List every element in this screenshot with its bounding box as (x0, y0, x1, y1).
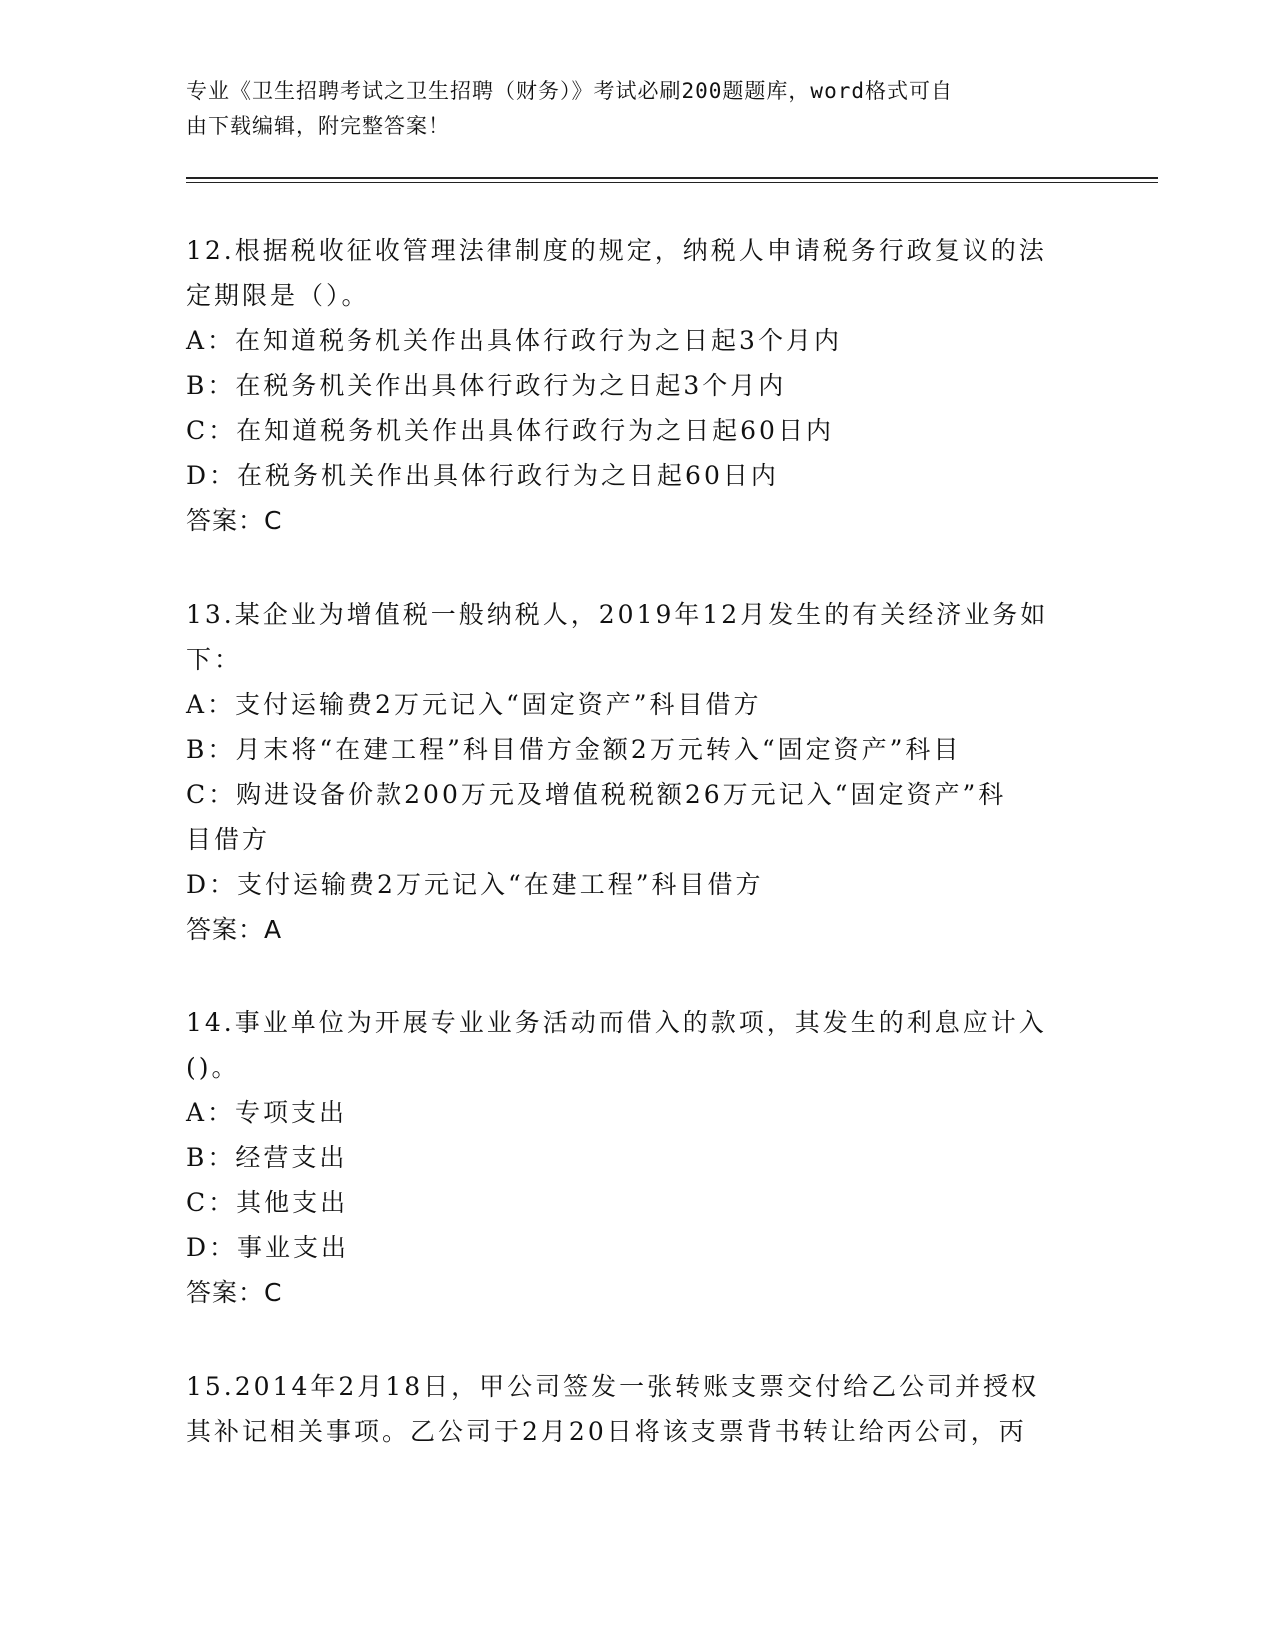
option-c-cont: 目借方 (186, 825, 271, 854)
header-divider-thin (186, 182, 1158, 183)
option-c: C：购进设备价款200万元及增值税税额26万元记入“固定资产”科 (186, 780, 1007, 809)
option-b: B：经营支出 (186, 1143, 348, 1172)
question-stem-cont: 其补记相关事项。乙公司于2月20日将该支票背书转让给丙公司，丙 (186, 1417, 1027, 1446)
header-line-2: 由下载编辑，附完整答案！ (186, 114, 450, 138)
option-a: A：在知道税务机关作出具体行政行为之日起3个月内 (186, 326, 842, 355)
answer-line: 答案：A (186, 915, 283, 944)
question-13 (186, 592, 1086, 952)
option-d: D：在税务机关作出具体行政行为之日起60日内 (186, 461, 779, 490)
option-c: C：其他支出 (186, 1188, 349, 1217)
option-b: B：在税务机关作出具体行政行为之日起3个月内 (186, 371, 787, 400)
option-a: A：专项支出 (186, 1098, 348, 1127)
header-divider-thick (186, 177, 1158, 179)
option-d: D：支付运输费2万元记入“在建工程”科目借方 (186, 870, 764, 899)
question-14 (186, 1000, 1086, 1315)
option-c: C：在知道税务机关作出具体行政行为之日起60日内 (186, 416, 834, 445)
option-d: D：事业支出 (186, 1233, 350, 1262)
question-15 (186, 1364, 1086, 1454)
option-b: B：月末将“在建工程”科目借方金额2万元转入“固定资产”科目 (186, 735, 962, 764)
question-stem: 12.根据税收征收管理法律制度的规定，纳税人申请税务行政复议的法 (186, 236, 1047, 265)
question-stem: 15.2014年2月18日，甲公司签发一张转账支票交付给乙公司并授权 (186, 1372, 1040, 1401)
question-stem: 13.某企业为增值税一般纳税人，2019年12月发生的有关经济业务如 (186, 600, 1049, 629)
question-12 (186, 228, 1086, 543)
option-a: A：支付运输费2万元记入“固定资产”科目借方 (186, 690, 762, 719)
answer-line: 答案：C (186, 1278, 283, 1307)
question-stem-cont: 下： (186, 645, 243, 674)
header-line-1: 专业《卫生招聘考试之卫生招聘（财务）》考试必刷200题题库，word格式可自 (186, 79, 953, 103)
answer-line: 答案：C (186, 506, 283, 535)
question-stem-cont: ()。 (186, 1053, 240, 1082)
question-stem-cont: 定期限是（）。 (186, 281, 370, 310)
question-stem: 14.事业单位为开展专业业务活动而借入的款项，其发生的利息应计入 (186, 1008, 1047, 1037)
document-header (186, 74, 1066, 144)
